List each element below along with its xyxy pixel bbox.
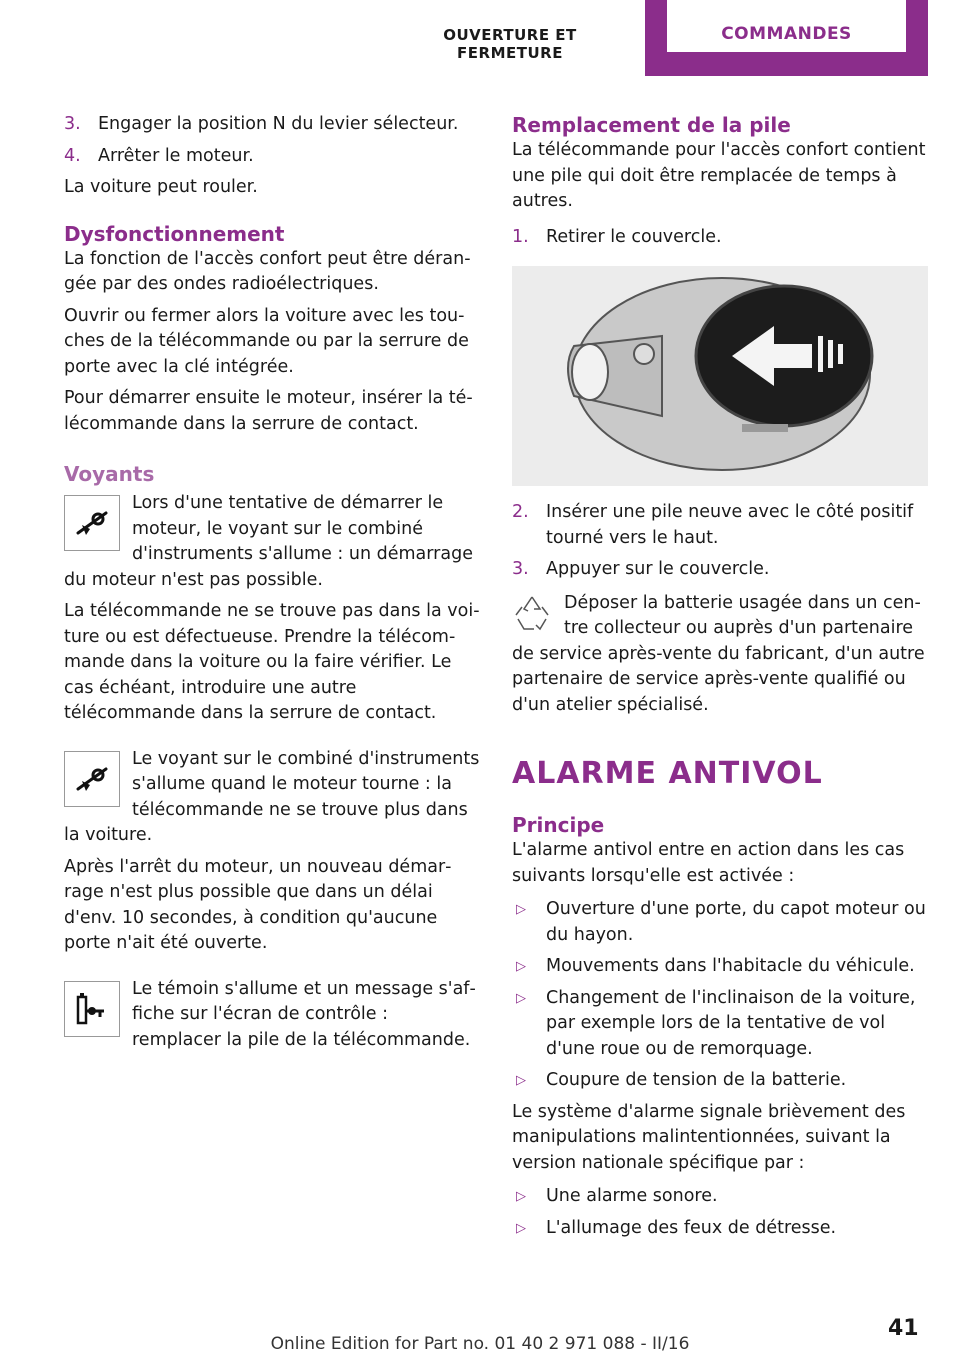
indicator-block xyxy=(64,977,480,1054)
key-warning-icon xyxy=(64,751,120,807)
list-item-text: L'allumage des feux de détresse. xyxy=(546,1217,837,1238)
paragraph: La télécommande ne se trouve pas dans la voiture ou est défectueuse. Prendre la télécommande dans la voiture ou la faire vérifier. Le cas échéant, introduire une autre télécommande dans la serrure de contact. xyxy=(64,601,480,723)
bullet-marker: ▷ xyxy=(516,902,526,917)
list-item-text: Coupure de tension de la batterie. xyxy=(546,1070,847,1090)
list-item xyxy=(512,986,928,1063)
list-item xyxy=(512,1216,928,1242)
header-chapter-tab xyxy=(645,0,928,76)
paragraph: Le système d'alarme signale brièvement des manipulations malintentionnées, suivant la version nationale spécifique par : xyxy=(512,1101,906,1173)
indicator-block xyxy=(64,747,480,849)
bullet-list xyxy=(512,897,928,1094)
section-heading: Remplacement de la pile xyxy=(512,113,791,137)
list-item-text: Une alarme sonore. xyxy=(546,1186,718,1206)
bullet-list xyxy=(512,1184,928,1241)
paragraph: La télécommande pour l'accès confort contient une pile qui doit être remplacée de temps à autres. xyxy=(512,140,926,211)
paragraph: Pour démarrer ensuite le moteur, insérer la télécommande dans la serrure de contact. xyxy=(64,388,473,434)
step-number: 3. xyxy=(512,559,529,579)
bullet-marker: ▷ xyxy=(516,1189,526,1204)
paragraph: Déposer la batterie usagée dans un centre collecteur ou auprès d'un partenaire de service après-vente du fabricant, d'un autre partenaire de service après-vente qualifié ou d'un atelier spécialisé. xyxy=(512,592,925,715)
step-number: 2. xyxy=(512,502,529,522)
list-item-text: Changement de l'inclinaison de la voiture, par exemple lors de la tentative de vol d'une roue ou de remorquage. xyxy=(546,987,916,1059)
paragraph: Lors d'une tentative de démarrer le moteur, le voyant sur le combiné d'instruments s'allume : un démarrage du moteur n'est pas possible. xyxy=(64,493,473,590)
bullet-marker: ▷ xyxy=(516,959,526,974)
section-heading: Voyants xyxy=(64,462,155,486)
step-item xyxy=(512,500,928,551)
paragraph: La voiture peut rouler. xyxy=(64,177,258,197)
step-text: Appuyer sur le couvercle. xyxy=(546,559,770,579)
indicator-block xyxy=(64,491,480,593)
list-item xyxy=(512,1068,928,1094)
paragraph: Le témoin s'allume et un message s'affiche sur l'écran de contrôle : remplacer la pile de la télécommande. xyxy=(132,978,476,1050)
step-number: 1. xyxy=(512,226,529,247)
recycle-icon xyxy=(512,593,552,633)
step-text: Retirer le couvercle. xyxy=(546,226,722,247)
step-text: Insérer une pile neuve avec le côté positif tourné vers le haut. xyxy=(546,502,914,548)
step-item xyxy=(512,557,928,583)
right-column xyxy=(512,112,928,1241)
key-warning-icon xyxy=(64,495,120,551)
list-item-text: Mouvements dans l'habitacle du véhicule. xyxy=(546,956,915,976)
remote-key-battery-cover-photo xyxy=(512,266,928,486)
step-item xyxy=(64,112,480,138)
bullet-marker: ▷ xyxy=(516,990,526,1006)
list-item-text: Ouverture d'une porte, du capot moteur ou du hayon. xyxy=(546,899,926,945)
step-number: 3. xyxy=(64,114,81,134)
step-number: 4. xyxy=(64,145,81,166)
paragraph: L'alarme antivol entre en action dans les cas suivants lorsqu'elle est activée : xyxy=(512,840,905,886)
paragraph: Ouvrir ou fermer alors la voiture avec les touches de la télécommande ou par la serrure de porte avec la clé intégrée. xyxy=(64,305,469,377)
paragraph: La fonction de l'accès confort peut être dérangée par des ondes radioélectriques. xyxy=(64,248,471,294)
chapter-title: ALARME ANTIVOL xyxy=(512,756,823,791)
paragraph: Le voyant sur le combiné d'instruments s'allume quand le moteur tourne : la télécommande ne se trouve plus dans la voiture. xyxy=(64,748,480,845)
footer-edition: Online Edition for Part no. 01 40 2 971 088 - II/16 xyxy=(270,1334,690,1354)
list-item xyxy=(512,1184,928,1210)
section-heading: Dysfonctionnement xyxy=(64,221,285,246)
step-item xyxy=(64,144,480,170)
step-text: Engager la position N du levier sélecteur. xyxy=(98,114,459,134)
list-item xyxy=(512,897,928,948)
section-heading: Principe xyxy=(512,813,605,837)
list-item xyxy=(512,954,928,980)
bullet-marker: ▷ xyxy=(516,1220,526,1236)
header-section: OUVERTURE ET FERMETURE xyxy=(443,26,577,62)
key-battery-icon xyxy=(64,981,120,1037)
left-column xyxy=(64,112,480,1053)
header-chapter: COMMANDES xyxy=(667,0,906,52)
step-item xyxy=(512,225,928,251)
step-text: Arrêter le moteur. xyxy=(98,145,254,166)
paragraph: Après l'arrêt du moteur, un nouveau démarrage n'est plus possible que dans un délai d'env. 10 secondes, à condition qu'aucune porte n'ait été ouverte. xyxy=(64,856,452,953)
bullet-marker: ▷ xyxy=(516,1073,526,1088)
page-number: 41 xyxy=(888,1316,919,1341)
recycle-note xyxy=(512,591,928,719)
